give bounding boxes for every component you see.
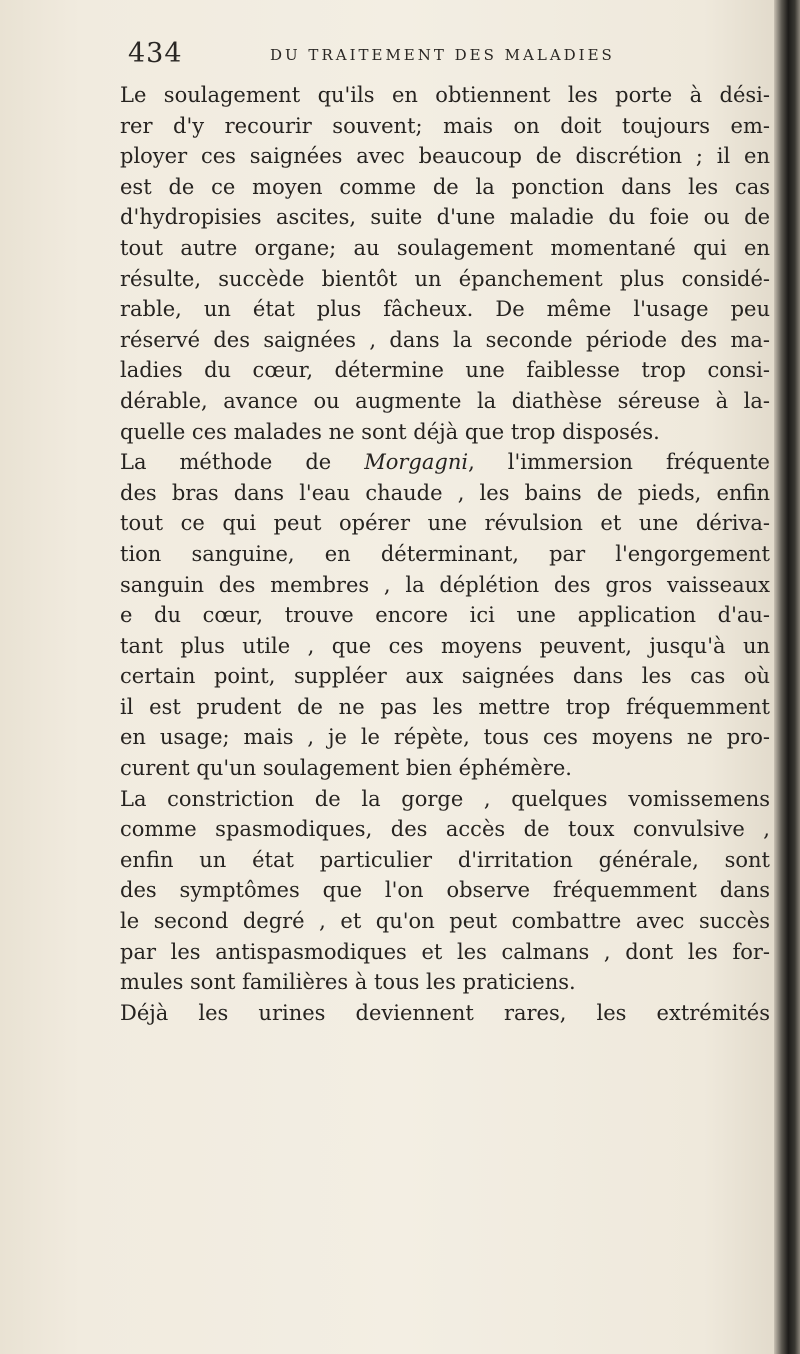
text-line: curent qu'un soulagement bien éphémère. <box>120 756 572 781</box>
text-line: ployer ces saignées avec beaucoup de discrétion ; il en <box>120 144 770 169</box>
text-line: tout autre organe; au soulagement momentané qui en <box>120 235 770 260</box>
text-line: La constriction de la gorge , quelques vomissemens <box>120 786 770 811</box>
text-line: tion sanguine, en déterminant, par l'engorgement <box>120 541 770 566</box>
text-line: Déjà les urines deviennent rares, les extrémités <box>120 1000 770 1025</box>
body-text <box>120 80 770 1028</box>
text-line: dérable, avance ou augmente la diathèse séreuse à la- <box>120 388 770 413</box>
text-line: d'hydropisies ascites, suite d'une maladie du foie ou de <box>120 205 770 230</box>
text-line: des symptômes que l'on observe fréquemment dans <box>120 878 770 903</box>
book-binding-edge <box>774 0 800 1354</box>
text-line: quelle ces malades ne sont déjà que trop disposés. <box>120 419 660 444</box>
text-line: mules sont familières à tous les praticiens. <box>120 970 576 995</box>
text-line: est de ce moyen comme de la ponction dans les cas <box>120 174 770 199</box>
text-line: e du cœur, trouve encore ici une application d'au- <box>120 603 770 628</box>
text-line: comme spasmodiques, des accès de toux convulsive , <box>120 817 770 842</box>
text-line: tout ce qui peut opérer une révulsion et une dériva- <box>120 511 770 536</box>
text-line-rest: , l'immersion fréquente <box>468 450 770 475</box>
running-head: DU TRAITEMENT DES MALADIES <box>270 46 615 64</box>
text-line: Le soulagement qu'ils en obtiennent les porte à dési- <box>120 83 770 107</box>
text-line: rer d'y recourir souvent; mais on doit toujours em- <box>120 113 770 138</box>
page-header <box>128 38 648 78</box>
text-line: ladies du cœur, détermine une faiblesse trop consi- <box>120 358 770 383</box>
author-name-italic: Morgagni <box>364 450 469 475</box>
text-line: rable, un état plus fâcheux. De même l'usage peu <box>120 297 770 322</box>
text-line: sanguin des membres , la déplétion des gros vaisseaux <box>120 572 770 597</box>
text-line: par les antispasmodiques et les calmans , dont les for- <box>120 939 770 964</box>
text-line: réservé des saignées , dans la seconde période des ma- <box>120 327 770 352</box>
text-line: résulte, succède bientôt un épanchement plus considé- <box>120 266 770 291</box>
text-line: tant plus utile , que ces moyens peuvent, jusqu'à un <box>120 633 770 658</box>
text-line: il est prudent de ne pas les mettre trop fréquemment <box>120 694 770 719</box>
page-number: 434 <box>128 38 183 69</box>
text-line-morgagni <box>120 447 770 478</box>
paragraph-start: La méthode de <box>120 450 365 475</box>
text-line: certain point, suppléer aux saignées dans les cas où <box>120 664 770 689</box>
text-line: enfin un état particulier d'irritation générale, sont <box>120 847 770 872</box>
text-line: des bras dans l'eau chaude , les bains de pieds, enfin <box>120 480 770 505</box>
text-line: en usage; mais , je le répète, tous ces moyens ne pro- <box>120 725 770 750</box>
text-line: le second degré , et qu'on peut combattre avec succès <box>120 909 770 934</box>
